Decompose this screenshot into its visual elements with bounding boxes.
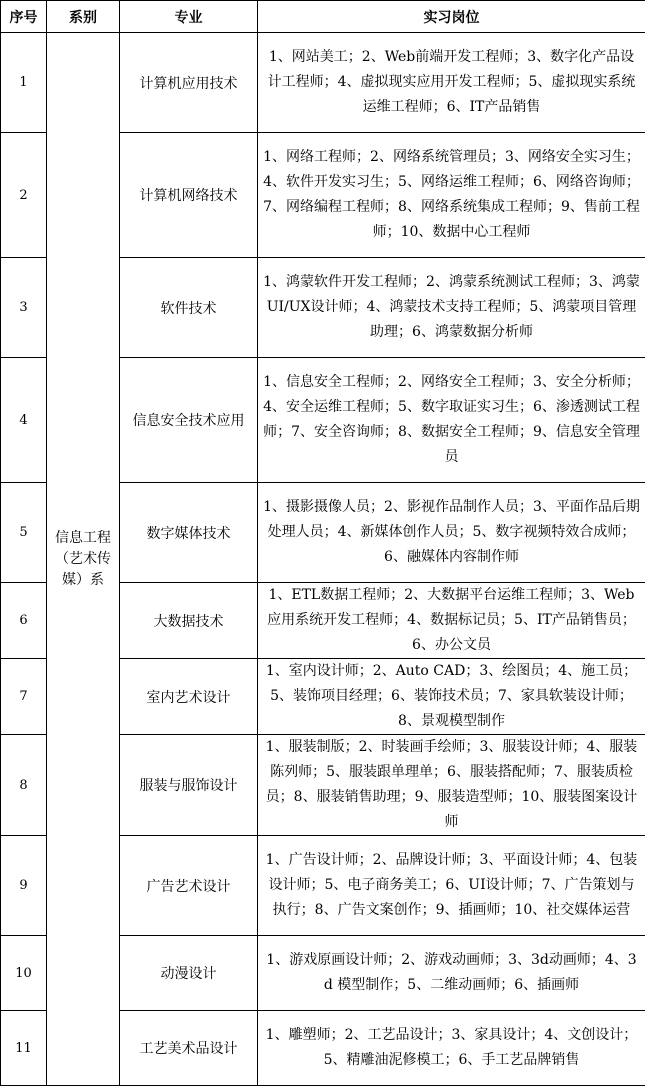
row-major: 服装与服饰设计: [120, 735, 258, 836]
row-no: 10: [1, 936, 47, 1011]
row-no: 4: [1, 358, 47, 483]
row-major: 信息安全技术应用: [120, 358, 258, 483]
row-no: 8: [1, 735, 47, 836]
row-no: 9: [1, 836, 47, 936]
row-no: 7: [1, 659, 47, 735]
row-positions: 1、网站美工；2、Web前端开发工程师；3、数字化产品设计工程师；4、虚拟现实应用开发工程师；5、虚拟现实系统运维工程师；6、IT产品销售: [258, 33, 645, 133]
row-major: 大数据技术: [120, 583, 258, 659]
row-major: 计算机网络技术: [120, 133, 258, 258]
row-no: 3: [1, 258, 47, 358]
header-department: 系别: [47, 1, 120, 33]
row-positions: 1、游戏原画设计师；2、游戏动画师；3、3d动画师；4、3d 模型制作；5、二维动画师；6、插画师: [258, 936, 645, 1011]
department-cell: 信息工程（艺术传媒）系: [47, 33, 120, 1086]
row-no: 11: [1, 1011, 47, 1086]
row-major: 工艺美术品设计: [120, 1011, 258, 1086]
row-no: 2: [1, 133, 47, 258]
row-major: 计算机应用技术: [120, 33, 258, 133]
row-positions: 1、雕塑师；2、工艺品设计；3、家具设计；4、文创设计；5、精雕油泥修模工；6、手工艺品牌销售: [258, 1011, 645, 1086]
table-row: [1, 33, 645, 133]
row-positions: 1、室内设计师；2、Auto CAD；3、绘图员；4、施工员；5、装饰项目经理；6、装饰技术员；7、家具软装设计师；8、景观模型制作: [258, 659, 645, 735]
header-no: 序号: [1, 1, 47, 33]
row-major: 数字媒体技术: [120, 483, 258, 583]
row-positions: 1、ETL数据工程师；2、大数据平台运维工程师；3、Web应用系统开发工程师；4、数据标记员；5、IT产品销售员；6、办公文员: [258, 583, 645, 659]
row-positions: 1、鸿蒙软件开发工程师；2、鸿蒙系统测试工程师；3、鸿蒙UI/UX设计师；4、鸿蒙技术支持工程师；5、鸿蒙项目管理助理；6、鸿蒙数据分析师: [258, 258, 645, 358]
row-no: 1: [1, 33, 47, 133]
row-no: 6: [1, 583, 47, 659]
row-positions: 1、服装制版；2、时装画手绘师；3、服装设计师；4、服装陈列师；5、服装跟单理单；6、服装搭配师；7、服装质检员；8、服装销售助理；9、服装造型师；10、服装图案设计师: [258, 735, 645, 836]
row-major: 动漫设计: [120, 936, 258, 1011]
row-major: 广告艺术设计: [120, 836, 258, 936]
row-major: 室内艺术设计: [120, 659, 258, 735]
header-positions: 实习岗位: [258, 1, 645, 33]
row-major: 软件技术: [120, 258, 258, 358]
header-major: 专业: [120, 1, 258, 33]
table-header-row: [1, 1, 645, 33]
row-positions: 1、摄影摄像人员；2、影视作品制作人员；3、平面作品后期处理人员；4、新媒体创作人员；5、数字视频特效合成师；6、融媒体内容制作师: [258, 483, 645, 583]
row-positions: 1、信息安全工程师；2、网络安全工程师；3、安全分析师；4、安全运维工程师；5、数字取证实习生；6、渗透测试工程师；7、安全咨询师；8、数据安全工程师；9、信息安全管理员: [258, 358, 645, 483]
row-no: 5: [1, 483, 47, 583]
row-positions: 1、网络工程师；2、网络系统管理员；3、网络安全实习生；4、软件开发实习生；5、网络运维工程师；6、网络咨询师；7、网络编程工程师；8、网络系统集成工程师；9、售前工程师；10、数据中心工程师: [258, 133, 645, 258]
row-positions: 1、广告设计师；2、品牌设计师；3、平面设计师；4、包装设计师；5、电子商务美工；6、UI设计师；7、广告策划与执行；8、广告文案创作；9、插画师；10、社交媒体运营: [258, 836, 645, 936]
